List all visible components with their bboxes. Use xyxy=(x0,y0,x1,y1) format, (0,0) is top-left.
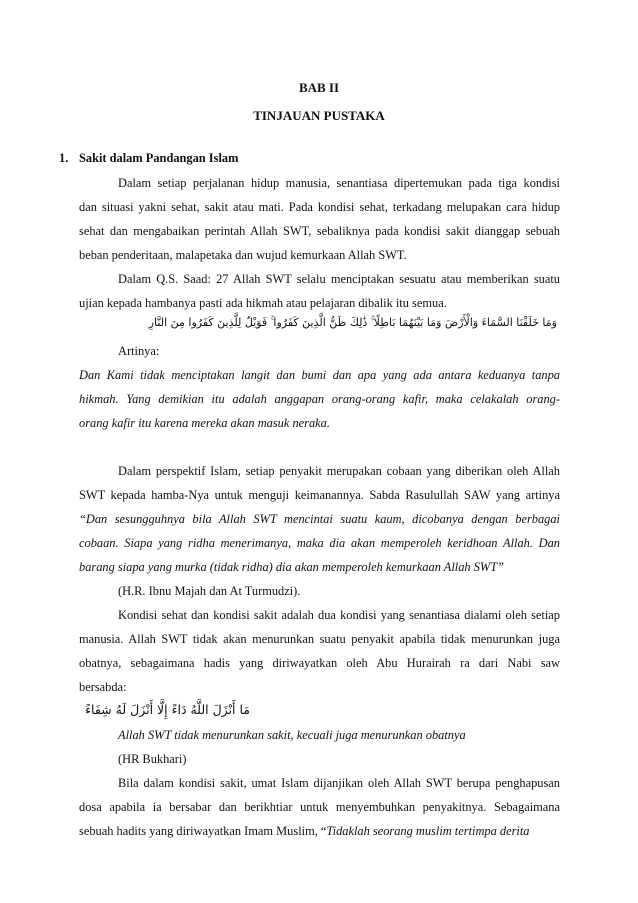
hadith-translation: Allah SWT tidak menurunkan sakit, kecuali juga menurunkan obatnya xyxy=(118,728,466,742)
reference-2: (HR Bukhari) xyxy=(118,752,187,766)
translation-line-2: hikmah. Yang demikian itu adalah anggapan orang-orang kafir, maka celakalah orang- xyxy=(79,392,560,406)
arabic-hadith: مَا أَنْزَلَ اللَّهُ دَاءً إِلَّا أَنْزَلَ لَهُ شِفَاءً xyxy=(85,702,250,717)
p1-line-2: dan situasi yakni sehat, sakit atau mati. Pada kondisi sehat, terkadang melupakan cara hidup xyxy=(79,200,560,214)
p5-line-2: dosa apabila ia bersabar dan berikhtiar untuk menyembuhkan penyakitnya. Sebagaimana xyxy=(79,800,560,814)
p3-line-5: barang siapa yang murka (tidak ridha) dia akan memperoleh kemurkaan Allah SWT” xyxy=(79,560,505,574)
p2-line-1: Dalam Q.S. Saad: 27 Allah SWT selalu menciptakan sesuatu atau memberikan suatu xyxy=(118,272,560,286)
p5-line-3-text: sebuah hadits yang diriwayatkan Imam Muslim, “ xyxy=(79,824,327,838)
p1-line-1: Dalam setiap perjalanan hidup manusia, senantiasa dipertemukan pada tiga kondisi xyxy=(118,176,560,190)
p3-line-1: Dalam perspektif Islam, setiap penyakit merupakan cobaan yang diberikan oleh Allah xyxy=(118,464,560,478)
p4-line-2: manusia. Allah SWT tidak akan menurunkan suatu penyakit apabila tidak menurunkan juga xyxy=(79,632,560,646)
p3-line-3: “Dan sesungguhnya bila Allah SWT mencintai suatu kaum, dicobanya dengan berbagai xyxy=(79,512,560,526)
p4-line-4: bersabda: xyxy=(79,680,127,694)
p5-line-3 xyxy=(79,823,560,839)
section-number: 1. xyxy=(59,151,69,165)
translation-line-1: Dan Kami tidak menciptakan langit dan bumi dan apa yang ada antara keduanya tanpa xyxy=(79,368,560,382)
p4-line-3: obatnya, sebagaimana hadis yang diriwayatkan oleh Abu Hurairah ra dari Nabi saw xyxy=(79,656,560,670)
section-title: Sakit dalam Pandangan Islam xyxy=(79,151,239,165)
p1-line-4: beban penderitaan, malapetaka dan wujud kemurkaan Allah SWT. xyxy=(79,248,407,262)
arabic-verse: وَمَا خَلَقْنَا السَّمَاءَ وَالْأَرْضَ وَمَا بَيْنَهُمَا بَاطِلًا ۚ ذَٰلِكَ ظَنُّ الَّذِينَ كَفَرُوا ۚ فَوَيْلٌ لِلَّذِينَ كَفَرُوا مِنَ النَّارِ xyxy=(148,316,557,329)
p2-line-2: ujian kepada hambanya pasti ada hikmah atau pelajaran dibalik itu semua. xyxy=(79,296,447,310)
p1-line-3: sehat dan mengabaikan perintah Allah SWT, sebaliknya pada kondisi sakit dianggap sebuah xyxy=(79,224,560,238)
translation-line-3: orang kafir itu karena mereka akan masuk neraka. xyxy=(79,416,330,430)
chapter-title: TINJAUAN PUSTAKA xyxy=(253,108,385,123)
artinya-label: Artinya: xyxy=(118,344,160,358)
p3-line-2: SWT kepada hamba-Nya untuk menguji keimanannya. Sabda Rasulullah SAW yang artinya xyxy=(79,488,560,502)
reference-1: (H.R. Ibnu Majah dan At Turmudzi). xyxy=(118,584,301,598)
p3-line-4: cobaan. Siapa yang ridha menerimanya, maka dia akan memperoleh keridhoan Allah. Dan xyxy=(79,536,560,550)
p5-line-3-quote: Tidaklah seorang muslim tertimpa derita xyxy=(326,824,530,838)
p4-line-1: Kondisi sehat dan kondisi sakit adalah dua kondisi yang senantiasa dialami oleh setiap xyxy=(118,608,560,622)
chapter-label: BAB II xyxy=(298,80,340,95)
section-heading xyxy=(59,151,238,166)
p5-line-1: Bila dalam kondisi sakit, umat Islam dijanjikan oleh Allah SWT berupa penghapusan xyxy=(118,776,560,790)
